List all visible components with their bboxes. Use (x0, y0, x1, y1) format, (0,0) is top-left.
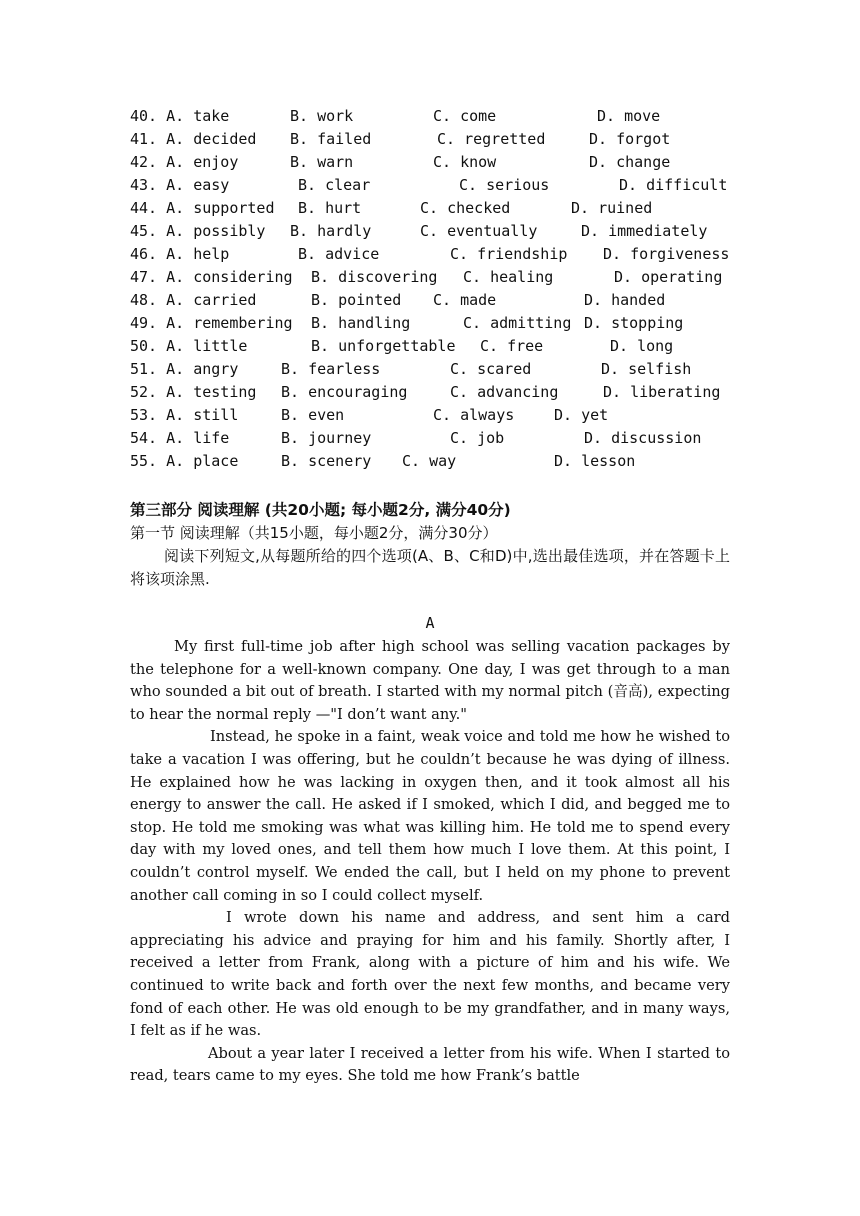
option-d: D. stopping (584, 314, 684, 332)
option-a: 48. A. carried (130, 291, 257, 309)
option-d: D. discussion (584, 429, 702, 447)
option-c: C. serious (459, 176, 550, 194)
option-a: 51. A. angry (130, 360, 239, 378)
option-a: 47. A. considering (130, 268, 293, 286)
paragraph-3: I wrote down his name and address, and sent him a card appreciating his advice and praying for him and his family. Shortly after, I received a letter from Frank, along with a picture of him and his wife. We continued to write back and forth over the next few months, and became very fond of each other. He was old enough to be my grandfather, and in many ways, I felt as if he was. (130, 909, 730, 1040)
option-b: B. hardly (290, 222, 372, 240)
option-d: D. selfish (601, 360, 692, 378)
option-c: C. come (433, 107, 497, 125)
option-d: D. yet (554, 406, 609, 424)
option-c: C. know (433, 153, 497, 171)
option-a: 42. A. enjoy (130, 153, 239, 171)
option-d: D. change (589, 153, 671, 171)
option-c: C. way (402, 452, 457, 470)
subsection-title: 第一节 阅读理解（共15小题，每小题2分，满分30分） (130, 524, 498, 542)
option-b: B. clear (298, 176, 371, 194)
option-a: 50. A. little (130, 337, 248, 355)
option-b: B. advice (298, 245, 380, 263)
option-d: D. ruined (571, 199, 653, 217)
option-d: D. forgot (589, 130, 671, 148)
option-a: 41. A. decided (130, 130, 257, 148)
option-d: D. immediately (581, 222, 708, 240)
option-b: B. unforgettable (311, 337, 456, 355)
option-c: C. friendship (450, 245, 568, 263)
option-a: 53. A. still (130, 406, 239, 424)
option-b: B. warn (290, 153, 354, 171)
option-a: 54. A. life (130, 429, 230, 447)
option-a: 45. A. possibly (130, 222, 266, 240)
option-b: B. scenery (281, 452, 372, 470)
instructions: 阅读下列短文,从每题所给的四个选项(A、B、C和D)中,选出最佳选项，并在答题卡上将该项涂黑. (130, 547, 730, 588)
paragraph-2: Instead, he spoke in a faint, weak voice and told me how he wished to take a vacation I was offering, but he couldn’t because he was dying of illness. He explained how he was lacking in oxygen then, and it took almost all his energy to answer the call. He asked if I smoked, which I did, and begged me to stop. He told me smoking was what was killing him. He told me to spend every day with my loved ones, and tell them how much I love them. At this point, I couldn’t control myself. We ended the call, but I held on my phone to prevent another call coming in so I could collect myself. (130, 728, 730, 904)
option-d: D. forgiveness (603, 245, 730, 263)
option-a: 55. A. place (130, 452, 239, 470)
option-d: D. lesson (554, 452, 636, 470)
option-b: B. hurt (298, 199, 362, 217)
option-c: C. admitting (463, 314, 572, 332)
option-d: D. operating (614, 268, 723, 286)
option-b: B. work (290, 107, 354, 125)
option-b: B. encouraging (281, 383, 408, 401)
paragraph-1: My first full-time job after high school was selling vacation packages by the telephone for a well-known company. One day, I was get through to a man who sounded a bit out of breath. I started with my normal pitch (音高), expecting to hear the normal reply —"I don’t want any." (130, 638, 730, 723)
option-a: 40. A. take (130, 107, 230, 125)
passage-a (130, 636, 730, 1088)
option-d: D. handed (584, 291, 666, 309)
paragraph-4: About a year later I received a letter from his wife. When I started to read, tears came to my eyes. She told me how Frank’s battle (130, 1044, 730, 1085)
section-title: 第三部分 阅读理解 (共20小题; 每小题2分, 满分40分) (130, 501, 511, 519)
option-c: C. advancing (450, 383, 559, 401)
option-d: D. long (610, 337, 674, 355)
option-c: C. scared (450, 360, 532, 378)
option-b: B. even (281, 406, 345, 424)
option-b: B. discovering (311, 268, 438, 286)
option-b: B. fearless (281, 360, 381, 378)
option-c: C. job (450, 429, 505, 447)
option-c: C. checked (420, 199, 511, 217)
option-b: B. journey (281, 429, 372, 447)
option-b: B. handling (311, 314, 411, 332)
option-a: 44. A. supported (130, 199, 275, 217)
option-c: C. eventually (420, 222, 538, 240)
option-d: D. move (597, 107, 661, 125)
option-a: 52. A. testing (130, 383, 257, 401)
option-a: 46. A. help (130, 245, 230, 263)
option-d: D. liberating (603, 383, 721, 401)
option-c: C. regretted (437, 130, 546, 148)
option-c: C. healing (463, 268, 554, 286)
option-a: 43. A. easy (130, 176, 230, 194)
option-b: B. pointed (311, 291, 402, 309)
option-c: C. made (433, 291, 497, 309)
option-c: C. free (480, 337, 544, 355)
option-b: B. failed (290, 130, 372, 148)
passage-label: A (425, 614, 435, 632)
option-d: D. difficult (619, 176, 728, 194)
option-c: C. always (433, 406, 515, 424)
option-a: 49. A. remembering (130, 314, 293, 332)
